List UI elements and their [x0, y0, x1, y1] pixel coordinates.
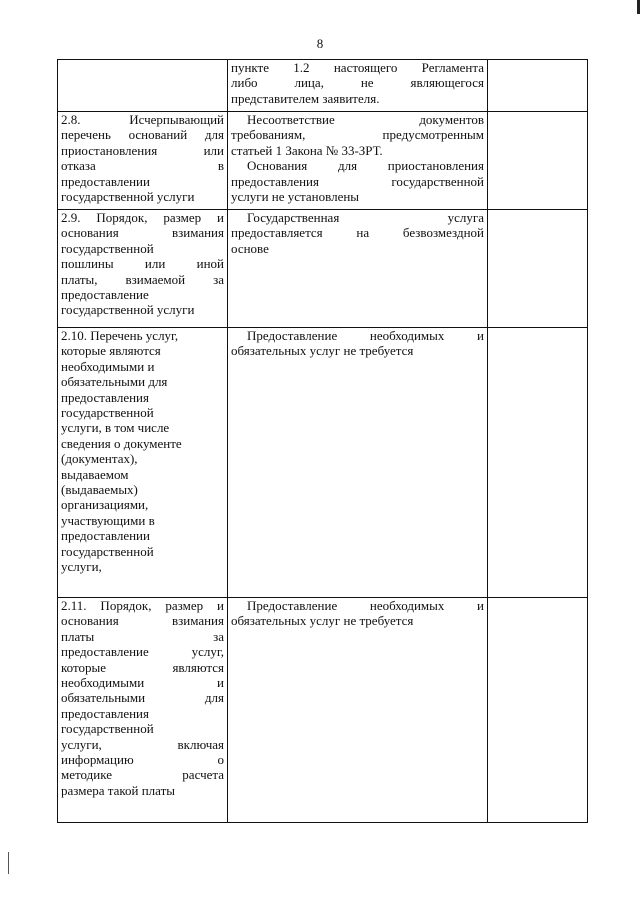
section-title-line: размера такой платы [61, 782, 176, 798]
page-number: 8 [316, 36, 324, 51]
content-line: статьей 1 Закона № 33-ЗРТ. [231, 142, 383, 158]
section-title-line: услуги, в том числе [61, 420, 170, 436]
section-title-line: предоставлении [61, 173, 150, 189]
notes-cell [488, 328, 588, 598]
content-line: Предоставление необходимых и [247, 328, 484, 343]
section-title-line: выдаваемом [61, 466, 129, 482]
section-title-line: необходимыми и [61, 675, 224, 691]
section-title-line: сведения о документе [61, 435, 182, 451]
content-line: обязательных услуг не требуется [231, 343, 414, 359]
section-title-line: которые являются [61, 343, 161, 359]
section-title-line: методике расчета [61, 767, 224, 783]
content-line: услуги не установлены [231, 189, 360, 205]
section-title-line: основания взимания [61, 225, 224, 241]
table-row [58, 210, 588, 328]
section-title-line: (выдаваемых) [61, 482, 138, 498]
section-title-line: обязательными для [61, 374, 168, 390]
section-title-line: 2.10. Перечень услуг, [61, 328, 179, 343]
content-line: Основания для приостановления [247, 158, 484, 174]
section-title-line: пошлины или иной [61, 256, 224, 272]
section-title-line: 2.8. Исчерпывающий [61, 112, 224, 127]
table-row [58, 112, 588, 210]
section-title-line: необходимыми и [61, 358, 155, 374]
section-title-line: платы за [61, 628, 224, 644]
section-title-cell [58, 598, 228, 823]
content-line: представителем заявителя. [231, 90, 380, 106]
notes-cell [488, 210, 588, 328]
section-title-cell [58, 210, 228, 328]
section-title-line: услуги, [61, 559, 102, 575]
section-title-cell [58, 328, 228, 598]
section-title-line: предоставление [61, 287, 149, 303]
notes-cell [488, 60, 588, 112]
content-line: обязательных услуг не требуется [231, 613, 414, 629]
notes-cell [488, 598, 588, 823]
section-title-line: 2.11. Порядок, размер и [61, 598, 224, 613]
content-paragraph [231, 158, 484, 204]
notes-cell [488, 112, 588, 210]
section-title-line: 2.9. Порядок, размер и [61, 210, 224, 225]
section-title-cell [58, 112, 228, 210]
section-title-line: государственной [61, 240, 154, 256]
section-title-line: предоставлении [61, 528, 150, 544]
section-title-line: предоставления [61, 389, 149, 405]
content-line: либо лица, не являющегося [231, 75, 484, 91]
content-paragraph [231, 210, 484, 256]
content-line: пункте 1.2 настоящего Регламента [231, 60, 484, 75]
table-row [58, 60, 588, 112]
section-title-line: услуги, включая [61, 736, 224, 752]
section-title-line: предоставление услуг, [61, 644, 224, 660]
section-title-line: основания взимания [61, 613, 224, 629]
section-title-cell [58, 60, 228, 112]
section-title-line: информацию о [61, 752, 224, 768]
table-body [58, 60, 588, 823]
section-title-line: участвующими в [61, 512, 155, 528]
section-content-cell [228, 60, 488, 112]
content-paragraph [231, 112, 484, 158]
section-title-line: обязательными для [61, 690, 224, 706]
section-title-line: государственной [61, 405, 154, 421]
section-title-line: отказа в [61, 158, 224, 174]
content-paragraph [231, 328, 484, 359]
section-title-line: (документах), [61, 451, 138, 467]
section-title-line: предоставления [61, 705, 149, 721]
content-paragraph [231, 598, 484, 629]
section-content-cell [228, 112, 488, 210]
content-paragraph [231, 60, 484, 106]
table-row [58, 598, 588, 823]
scan-side-mark [8, 852, 9, 874]
table-row [58, 328, 588, 598]
section-title-line: платы, взимаемой за [61, 271, 224, 287]
section-title-line: организациями, [61, 497, 149, 513]
section-content-cell [228, 598, 488, 823]
content-line: предоставления государственной [231, 173, 484, 189]
regulation-table [57, 59, 588, 823]
section-title-line: государственной услуги [61, 189, 195, 205]
content-line: основе [231, 240, 269, 256]
content-line: Государственная услуга [247, 210, 484, 225]
section-title-line: которые являются [61, 659, 224, 675]
section-title-line: перечень оснований для [61, 127, 224, 143]
content-line: Несоответствие документов [247, 112, 484, 127]
content-line: Предоставление необходимых и [247, 598, 484, 613]
section-content-cell [228, 210, 488, 328]
section-title-line: государственной услуги [61, 302, 195, 318]
content-line: предоставляется на безвозмездной [231, 225, 484, 241]
section-title-line: приостановления или [61, 142, 224, 158]
content-line: требованиям, предусмотренным [231, 127, 484, 143]
section-content-cell [228, 328, 488, 598]
section-title-line: государственной [61, 543, 154, 559]
section-title-line: государственной [61, 721, 154, 737]
